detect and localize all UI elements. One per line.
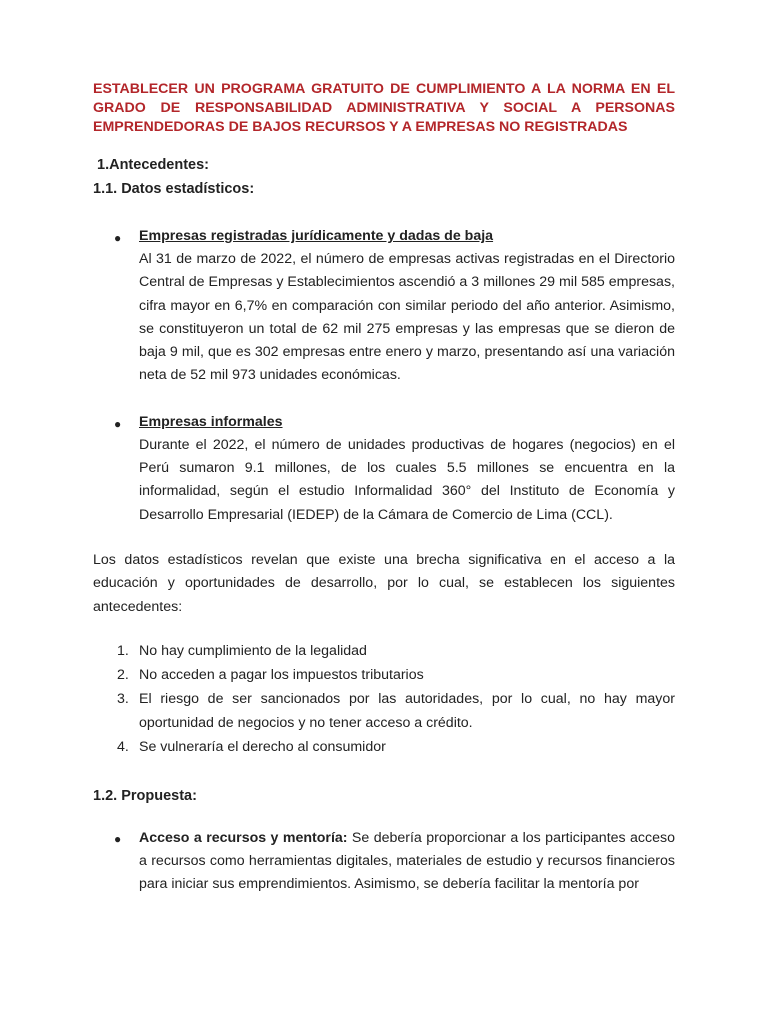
numbered-list	[93, 639, 675, 759]
bullet-item	[93, 412, 675, 527]
section-heading-antecedentes: 1.Antecedentes:	[97, 157, 210, 173]
list-text: No acceden a pagar los impuestos tributarios	[139, 666, 424, 683]
bullet-paragraph: Durante el 2022, el número de unidades productivas de hogares (negocios) en el Perú sumaron 9.1 millones, de los cuales 5.5 millones se encuentra en la informalidad, según el estudio Informalidad 360° del Instituto de Economía y Desarrollo Empresarial (IEDEP) de la Cámara de Comercio de Lima (CCL).	[139, 436, 675, 523]
bullet-title: Empresas informales	[139, 413, 283, 430]
document-page	[93, 80, 675, 897]
list-item	[93, 663, 675, 687]
list-text: No hay cumplimiento de la legalidad	[139, 642, 367, 659]
bullet-paragraph: Al 31 de marzo de 2022, el número de empresas activas registradas en el Directorio Central de Empresas y Establecimientos ascendió a 3 millones 29 mil 585 empresas, cifra mayor en 6,7% en comparación con similar periodo del año anterior. Asimismo, se constituyeron un total de 62 mil 275 empresas y las empresas que se dieron de baja 9 mil, que es 302 empresas entre enero y marzo, presentando así una variación neta de 52 mil 973 unidades económicas.	[139, 251, 675, 384]
list-number: 4.	[117, 738, 129, 755]
bullet-text: Se debería proporcionar a los participantes acceso a recursos como herramientas digitales, materiales de estudio y recursos financieros para iniciar sus emprendimientos. Asimismo, se debería facilitar la mentoría por	[139, 829, 675, 893]
bullet-item	[93, 827, 675, 897]
bullet-paragraph	[139, 827, 675, 897]
summary-paragraph: Los datos estadísticos revelan que existe una brecha significativa en el acceso a la educación y oportunidades de desarrollo, por lo cual, se establecen los siguientes antecedentes:	[93, 551, 675, 615]
bullet-lead: Acceso a recursos y mentoría:	[139, 829, 348, 846]
list-text: Se vulneraría el derecho al consumidor	[139, 738, 386, 755]
list-number: 2.	[117, 666, 129, 683]
list-item	[93, 687, 675, 735]
list-number: 3.	[117, 690, 129, 707]
bullet-title: Empresas registradas jurídicamente y dadas de baja	[139, 228, 494, 244]
bullet-item	[93, 226, 675, 388]
bullet-icon: ●	[114, 231, 122, 245]
document-title: ESTABLECER UN PROGRAMA GRATUITO DE CUMPLIMIENTO A LA NORMA EN EL GRADO DE RESPONSABILIDAD ADMINISTRATIVA Y SOCIAL A PERSONAS EMPRENDEDORAS DE BAJOS RECURSOS Y A EMPRESAS NO REGISTRADAS	[93, 81, 675, 135]
subsection-heading-datos: 1.1. Datos estadísticos:	[93, 181, 255, 197]
subsection-heading-propuesta: 1.2. Propuesta:	[93, 787, 197, 804]
bullet-icon: ●	[114, 416, 122, 431]
list-number: 1.	[117, 642, 129, 659]
list-text: El riesgo de ser sancionados por las autoridades, por lo cual, no hay mayor oportunidad de negocios y no tener acceso a crédito.	[139, 690, 675, 731]
list-item	[93, 735, 675, 759]
bullet-icon: ●	[114, 831, 122, 846]
list-item	[93, 639, 675, 663]
